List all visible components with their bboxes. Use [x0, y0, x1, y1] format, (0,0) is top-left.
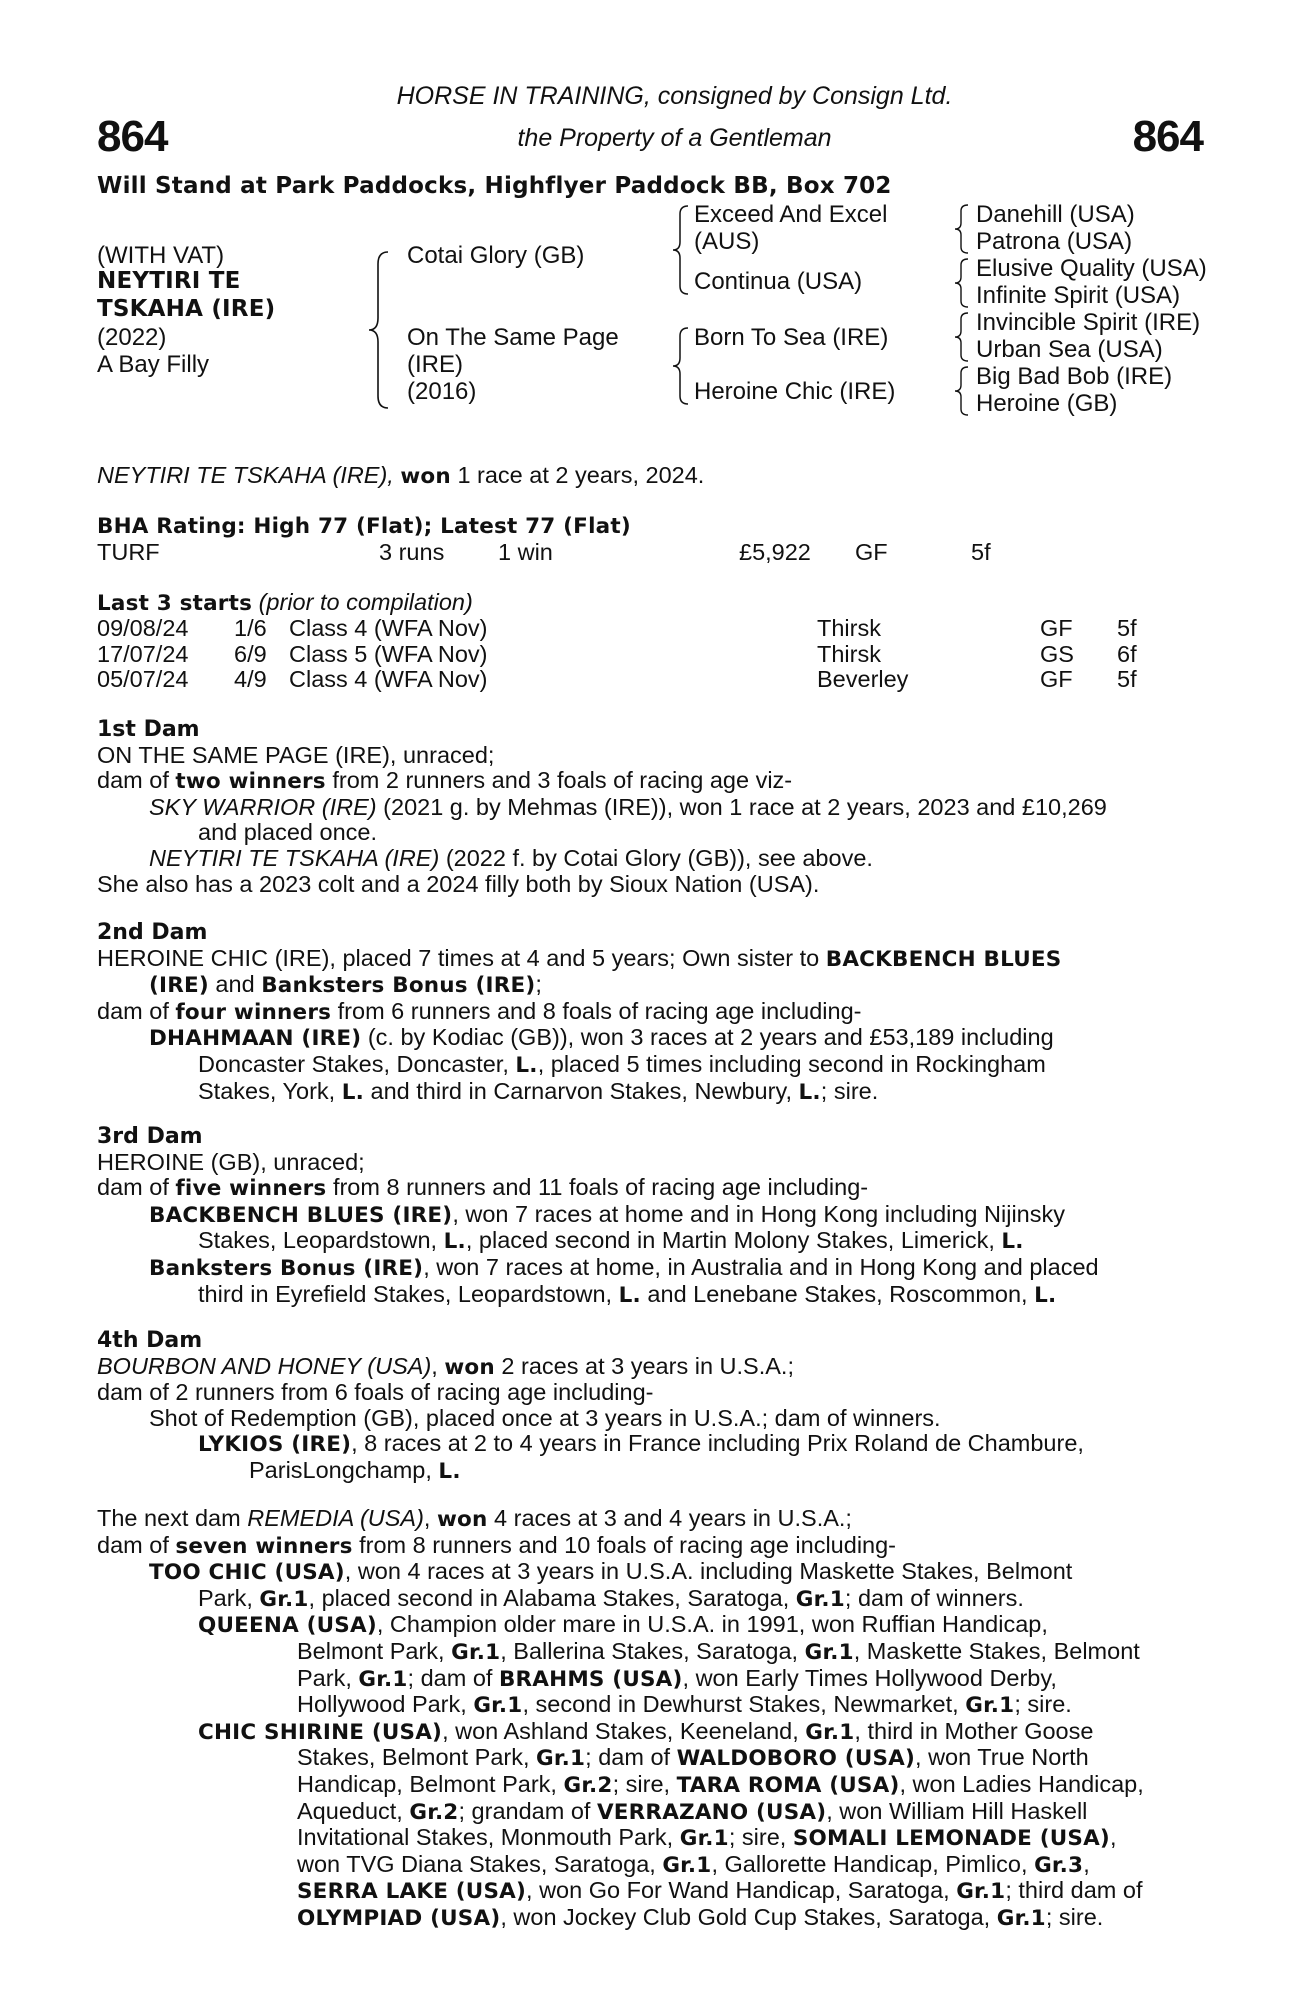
- horse-name-line1: NEYTIRI TE: [97, 268, 241, 294]
- first-dam-foal-2: NEYTIRI TE TSKAHA (IRE) (2022 f. by Cotai Glory (GB)), see above.: [149, 844, 873, 871]
- last-starts-title: Last 3 starts: [97, 591, 253, 616]
- grandparent-4: Infinite Spirit (USA): [976, 282, 1181, 309]
- bha-rating: BHA Rating: High 77 (Flat); Latest 77 (Flat): [97, 514, 631, 539]
- grandparent-8: Heroine (GB): [976, 390, 1118, 417]
- start-course: Thirsk: [817, 615, 881, 641]
- start-pos: 1/6: [234, 615, 267, 641]
- next-dam-grandfoal-2-c4: Invitational Stakes, Monmouth Park, Gr.1; sire, SOMALI LEMONADE (USA),: [297, 1824, 1117, 1852]
- start-date: 05/07/24: [97, 666, 189, 692]
- third-dam-section: [97, 1124, 1203, 1308]
- start-pos: 4/9: [234, 666, 267, 692]
- start-date: 09/08/24: [97, 615, 189, 641]
- summary-won: won: [400, 464, 451, 489]
- pedigree-brace-g3: [952, 311, 970, 363]
- second-dam-line2: (IRE) and Banksters Bonus (IRE);: [149, 971, 542, 999]
- grandparent-7: Big Bad Bob (IRE): [976, 363, 1173, 390]
- next-dam-grandfoal-1-c1: Belmont Park, Gr.1, Ballerina Stakes, Saratoga, Gr.1, Maskette Stakes, Belmont: [297, 1637, 1140, 1665]
- rating-going: GF: [855, 539, 888, 565]
- start-cls: Class 4 (WFA Nov): [289, 615, 488, 641]
- sire-name: Cotai Glory (GB): [407, 242, 585, 269]
- third-dam-foal-2-cont: third in Eyrefield Stakes, Leopardstown, L. and Lenebane Stakes, Roscommon, L.: [198, 1280, 1057, 1308]
- rating-wins: 1 win: [498, 539, 553, 565]
- third-dam-title: 3rd Dam: [97, 1124, 203, 1149]
- horse-year: (2022): [97, 324, 167, 351]
- next-dam-produce: dam of seven winners from 8 runners and 10 foals of racing age including-: [97, 1531, 897, 1559]
- next-dam-foal-1: TOO CHIC (USA), won 4 races at 3 years in U.S.A. including Maskette Stakes, Belmont: [149, 1558, 1073, 1586]
- horse-description: A Bay Filly: [97, 351, 210, 378]
- next-dam-grandfoal-1-c3: Hollywood Park, Gr.1, second in Dewhurst Stakes, Newmarket, Gr.1; sire.: [297, 1691, 1072, 1719]
- sire-sire-line1: Exceed And Excel: [694, 201, 888, 228]
- next-dam-grandfoal-2-c7: OLYMPIAD (USA), won Jockey Club Gold Cup Stakes, Saratoga, Gr.1; sire.: [297, 1903, 1104, 1931]
- next-dam-grandfoal-2-c6: SERRA LAKE (USA), won Go For Wand Handicap, Saratoga, Gr.1; third dam of: [297, 1877, 1143, 1905]
- first-dam-foal-1: SKY WARRIOR (IRE) (2021 g. by Mehmas (IRE)), won 1 race at 2 years, 2023 and £10,269: [149, 793, 1107, 820]
- start-cls: Class 4 (WFA Nov): [289, 666, 488, 692]
- property-line: the Property of a Gentleman: [517, 124, 832, 152]
- next-dam-grandfoal-2-c3: Aqueduct, Gr.2; grandam of VERRAZANO (USA), won William Hill Haskell: [297, 1797, 1088, 1825]
- start-course: Thirsk: [817, 640, 881, 667]
- dam-year: (2016): [407, 378, 477, 405]
- next-dam-grandfoal-1-c2: Park, Gr.1; dam of BRAHMS (USA), won Early Times Hollywood Derby,: [297, 1664, 1057, 1692]
- horse-name-line2: TSKAHA (IRE): [97, 296, 276, 322]
- start-dist: 6f: [1117, 640, 1137, 667]
- summary-horse-name: NEYTIRI TE TSKAHA (IRE),: [97, 462, 394, 488]
- next-dam-grandfoal-2: CHIC SHIRINE (USA), won Ashland Stakes, Keeneland, Gr.1, third in Mother Goose: [198, 1717, 1094, 1745]
- third-dam-foal-1: BACKBENCH BLUES (IRE), won 7 races at home and in Hong Kong including Nijinsky: [149, 1200, 1065, 1228]
- pedigree-brace-sire: [670, 204, 690, 296]
- grandparent-1: Danehill (USA): [976, 201, 1135, 228]
- dam-dam: Heroine Chic (IRE): [694, 378, 896, 405]
- vat-label: (WITH VAT): [97, 242, 225, 269]
- fourth-dam-foal: Shot of Redemption (GB), placed once at 3 years in U.S.A.; dam of winners.: [149, 1404, 941, 1431]
- grandparent-3: Elusive Quality (USA): [976, 255, 1207, 282]
- fourth-dam-grandfoal: LYKIOS (IRE), 8 races at 2 to 4 years in France including Prix Roland de Chambure,: [198, 1430, 1084, 1458]
- next-dam-foal-1-cont: Park, Gr.1, placed second in Alabama Stakes, Saratoga, Gr.1; dam of winners.: [198, 1584, 1024, 1612]
- fourth-dam-line1: BOURBON AND HONEY (USA), won 2 races at 3 years in U.S.A.;: [97, 1352, 794, 1380]
- second-dam-line1: HEROINE CHIC (IRE), placed 7 times at 4 and 5 years; Own sister to BACKBENCH BLUES: [97, 944, 1062, 972]
- second-dam-foal-cont2: Stakes, York, L. and third in Carnarvon Stakes, Newbury, L.; sire.: [198, 1077, 879, 1105]
- grandparent-2: Patrona (USA): [976, 228, 1133, 255]
- fourth-dam-grandfoal-cont: ParisLongchamp, L.: [249, 1456, 461, 1484]
- start-dist: 5f: [1117, 615, 1137, 641]
- start-pos: 6/9: [234, 640, 267, 667]
- second-dam-foal-cont1: Doncaster Stakes, Doncaster, L., placed 5 times including second in Rockingham: [198, 1050, 1046, 1078]
- second-dam-title: 2nd Dam: [97, 920, 208, 945]
- third-dam-foal-2: Banksters Bonus (IRE), won 7 races at home, in Australia and in Hong Kong and placed: [149, 1253, 1099, 1281]
- sire-sire-line2: (AUS): [694, 228, 760, 255]
- dam-name-line1: On The Same Page: [407, 324, 619, 351]
- lot-number-left: 864: [97, 112, 168, 161]
- start-course: Beverley: [817, 666, 909, 692]
- pedigree-brace-dam: [670, 326, 690, 406]
- dam-sire: Born To Sea (IRE): [694, 324, 889, 351]
- fourth-dam-produce: dam of 2 runners from 6 foals of racing age including-: [97, 1379, 654, 1406]
- last-starts-note: (prior to compilation): [258, 589, 473, 615]
- pedigree-brace-g4: [952, 365, 970, 417]
- fourth-dam-title: 4th Dam: [97, 1328, 203, 1353]
- third-dam-line1: HEROINE (GB), unraced;: [97, 1148, 365, 1175]
- start-going: GF: [1040, 666, 1073, 692]
- pedigree-brace-main: [366, 250, 390, 410]
- last-starts-heading: [97, 590, 473, 617]
- third-dam-foal-1-cont: Stakes, Leopardstown, L., placed second in Martin Molony Stakes, Limerick, L.: [198, 1227, 1024, 1255]
- second-dam-section: [97, 920, 1203, 1105]
- location-line: Will Stand at Park Paddocks, Highflyer Paddock BB, Box 702: [97, 173, 892, 199]
- sire-dam: Continua (USA): [694, 268, 863, 295]
- rating-runs: 3 runs: [379, 539, 445, 565]
- first-dam-section: [97, 717, 1203, 897]
- first-dam-line: ON THE SAME PAGE (IRE), unraced;: [97, 741, 495, 768]
- first-dam-note: She also has a 2023 colt and a 2024 filly both by Sioux Nation (USA).: [97, 870, 820, 897]
- next-dam-grandfoal-2-c1: Stakes, Belmont Park, Gr.1; dam of WALDOBORO (USA), won True North: [297, 1744, 1089, 1772]
- next-dam-grandfoal-1: QUEENA (USA), Champion older mare in U.S.A. in 1991, won Ruffian Handicap,: [198, 1611, 1048, 1639]
- grandparent-6: Urban Sea (USA): [976, 336, 1163, 363]
- next-dam-grandfoal-2-c2: Handicap, Belmont Park, Gr.2; sire, TARA ROMA (USA), won Ladies Handicap,: [297, 1770, 1144, 1798]
- start-dist: 5f: [1117, 666, 1137, 692]
- consignment-line: HORSE IN TRAINING, consigned by Consign Ltd.: [396, 82, 953, 110]
- second-dam-produce: dam of four winners from 6 runners and 8 foals of racing age including-: [97, 997, 862, 1025]
- pedigree-brace-g2: [952, 257, 970, 309]
- next-dam-grandfoal-2-c5: won TVG Diana Stakes, Saratoga, Gr.1, Gallorette Handicap, Pimlico, Gr.3,: [297, 1850, 1090, 1878]
- first-dam-produce: dam of two winners from 2 runners and 3 foals of racing age viz-: [97, 767, 793, 795]
- rating-surface: TURF: [97, 539, 160, 565]
- grandparent-5: Invincible Spirit (IRE): [976, 309, 1201, 336]
- pedigree-brace-g1: [952, 203, 970, 255]
- start-going: GF: [1040, 615, 1073, 641]
- rating-prize: £5,922: [739, 539, 811, 565]
- next-dam-section: [97, 1506, 1203, 1932]
- second-dam-foal: DHAHMAAN (IRE) (c. by Kodiac (GB)), won 3 races at 2 years and £53,189 including: [149, 1024, 1054, 1052]
- first-dam-foal-1-cont: and placed once.: [198, 819, 378, 846]
- dam-name-line2: (IRE): [407, 351, 463, 378]
- rating-distance: 5f: [971, 539, 991, 565]
- race-summary: [97, 463, 704, 490]
- start-going: GS: [1040, 640, 1074, 667]
- lot-number-right: 864: [1132, 112, 1203, 161]
- fourth-dam-section: [97, 1328, 1203, 1485]
- start-date: 17/07/24: [97, 640, 189, 667]
- next-dam-line1: The next dam REMEDIA (USA), won 4 races at 3 and 4 years in U.S.A.;: [97, 1505, 852, 1532]
- start-cls: Class 5 (WFA Nov): [289, 640, 488, 667]
- summary-text: 1 race at 2 years, 2024.: [457, 462, 705, 488]
- first-dam-title: 1st Dam: [97, 717, 200, 742]
- third-dam-produce: dam of five winners from 8 runners and 11 foals of racing age including-: [97, 1174, 869, 1202]
